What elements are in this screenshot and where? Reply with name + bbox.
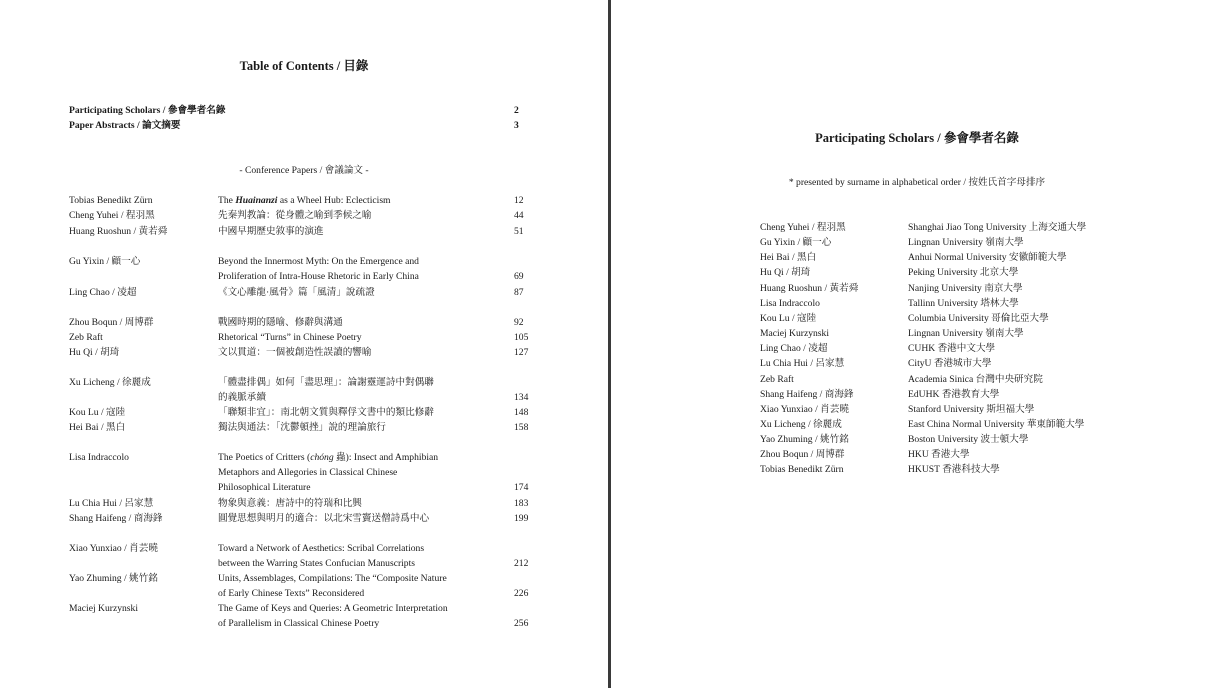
scholars-title: Participating Scholars / 參會學者名錄: [815, 131, 1019, 145]
toc-author: Lu Chia Hui / 呂家慧: [69, 498, 154, 509]
toc-title-part: The: [218, 195, 236, 206]
toc-paper-title-line: of Early Chinese Texts” Reconsidered: [218, 588, 365, 600]
alphabetical-note: * presented by surname in alphabetical order / 按姓氏首字母排序: [788, 177, 1046, 188]
toc-paper-title: 「聯類非宜」：南北朝文質與釋俘文書中的類比修辭: [218, 407, 434, 418]
toc-page-number: 134: [514, 392, 529, 404]
scholar-affiliation: CityU 香港城市大學: [908, 358, 992, 370]
toc-paper-title: 《文心雕龍·風骨》篇「風清」說疏證: [218, 287, 375, 298]
front-item-label: Paper Abstracts / 論文摘要: [69, 120, 181, 131]
toc-paper-title: 中國早期歷史敘事的演進: [218, 226, 324, 237]
toc-paper-title: [218, 193, 391, 208]
toc-page-number: 158: [514, 422, 529, 433]
scholar-name: Maciej Kurzynski: [760, 328, 830, 340]
scholar-affiliation: Academia Sinica 台灣中央研究院: [908, 373, 1043, 385]
toc-author: Tobias Benedikt Zürn: [69, 195, 153, 206]
toc-author: Lisa Indraccolo: [69, 452, 129, 463]
toc-paper-title-line: Philosophical Literature: [218, 482, 311, 494]
scholar-affiliation: Anhui Normal University 安徽師範大學: [908, 252, 1067, 264]
scholar-name: Ling Chao / 凌超: [760, 343, 828, 355]
left-page: [0, 0, 608, 688]
section-heading: - Conference Papers / 會議論文 -: [239, 165, 369, 176]
toc-paper-title-line: of Parallelism in Classical Chinese Poetry: [218, 618, 380, 630]
toc-page-number: 226: [514, 588, 529, 600]
scholar-affiliation: Columbia University 哥倫比亞大學: [908, 312, 1049, 324]
toc-paper-title: Rhetorical “Turns” in Chinese Poetry: [218, 332, 362, 343]
toc-paper-title: 先秦判教論：從身體之喻到季候之喻: [218, 210, 372, 221]
toc-paper-title-line: Proliferation of Intra-House Rhetoric in Early China: [218, 271, 419, 283]
toc-author: Hu Qi / 胡琦: [69, 347, 120, 358]
toc-paper-title: 戰國時期的隱喻、修辭與溝通: [218, 317, 343, 328]
toc-paper-title: 圓覺思想與明月的適合：以北宋雪竇送僧詩爲中心: [218, 513, 430, 524]
toc-author: Xu Licheng / 徐麗成: [69, 377, 151, 388]
toc-paper-title-line: Metaphors and Allegories in Classical Chinese: [218, 467, 398, 479]
toc-page-number: 183: [514, 498, 529, 509]
toc-paper-title: 獨法與通法：「沈鬱頓挫」說的理論旅行: [218, 422, 386, 433]
toc-author: Zeb Raft: [69, 332, 103, 343]
toc-paper-title-line: 「體盡排偶」如何「盡思理」：論謝靈運詩中對偶聯: [218, 377, 434, 388]
scholar-affiliation: Tallinn University 塔林大學: [908, 297, 1019, 309]
toc-paper-title-line: Units, Assemblages, Compilations: The “Composite Nature: [218, 573, 447, 584]
toc-page-number: 256: [514, 618, 529, 630]
toc-paper-title: 文以貫道：一個被創造性誤讀的響喻: [218, 347, 372, 358]
toc-paper-title-line: 的義脈承續: [218, 392, 266, 404]
scholar-name: Lisa Indraccolo: [760, 297, 820, 309]
scholar-name: Hei Bai / 黑白: [760, 252, 817, 264]
scholar-name: Zeb Raft: [760, 373, 794, 385]
scholar-name: Kou Lu / 寇陸: [760, 312, 817, 324]
toc-page-number: 174: [514, 482, 529, 494]
toc-page-number: 92: [514, 317, 524, 328]
toc-author: Yao Zhuming / 姚竹銘: [69, 573, 158, 584]
front-item-label: Participating Scholars / 參會學者名錄: [69, 105, 226, 116]
toc-page-number: 212: [514, 558, 529, 570]
toc-page-number: 105: [514, 332, 529, 343]
scholar-name: Hu Qi / 胡琦: [760, 267, 811, 279]
scholar-name: Huang Ruoshun / 黃若舜: [760, 282, 859, 294]
toc-author: Maciej Kurzynski: [69, 603, 139, 614]
scholar-name: Zhou Boqun / 周博群: [760, 449, 845, 461]
toc-author: Cheng Yuhei / 程羽黑: [69, 210, 155, 221]
toc-page-number: 87: [514, 287, 524, 298]
toc-author: Shang Haifeng / 商海鋒: [69, 513, 163, 524]
scholar-name: Shang Haifeng / 商海鋒: [760, 388, 854, 400]
scholar-affiliation: Shanghai Jiao Tong University 上海交通大學: [908, 222, 1087, 233]
scholar-name: Yao Zhuming / 姚竹銘: [760, 434, 849, 446]
scholar-affiliation: Stanford University 斯坦福大學: [908, 403, 1035, 415]
toc-author: Hei Bai / 黑白: [69, 422, 126, 433]
scholar-name: Cheng Yuhei / 程羽黑: [760, 222, 846, 233]
toc-paper-title-line: between the Warring States Confucian Manuscripts: [218, 558, 416, 570]
toc-title-part: Huainanzi: [235, 195, 278, 206]
scholar-affiliation: CUHK 香港中文大學: [908, 343, 996, 355]
toc-title: Table of Contents / 目錄: [239, 59, 369, 73]
scholar-affiliation: EdUHK 香港教育大學: [908, 388, 1000, 400]
toc-paper-title: 物象與意義：唐詩中的符瑞和比興: [218, 498, 362, 509]
toc-paper-title-line: The Poetics of Critters (chóng 蟲): Insect and Amphibian: [218, 452, 439, 463]
scholar-affiliation: HKUST 香港科技大學: [908, 464, 1000, 476]
toc-author: Kou Lu / 寇陸: [69, 407, 126, 418]
front-item-page: 2: [514, 105, 519, 116]
scholar-name: Lu Chia Hui / 呂家慧: [760, 358, 845, 370]
scholar-affiliation: Nanjing University 南京大學: [908, 282, 1023, 294]
scholar-affiliation: Lingnan University 嶺南大學: [908, 237, 1024, 249]
toc-page-number: 51: [514, 226, 524, 237]
scholar-affiliation: Peking University 北京大學: [908, 267, 1019, 279]
toc-title-part: as a Wheel Hub: Eclecticism: [277, 195, 391, 206]
toc-author: Gu Yixin / 顧一心: [69, 256, 141, 267]
toc-author: Huang Ruoshun / 黄若舜: [69, 226, 168, 237]
toc-page-number: 44: [514, 210, 524, 221]
toc-author: Xiao Yunxiao / 肖芸曉: [69, 543, 158, 554]
scholar-name: Xiao Yunxiao / 肖芸曉: [760, 403, 849, 415]
toc-page-number: 12: [514, 195, 524, 206]
scholar-name: Xu Licheng / 徐麗成: [760, 418, 842, 430]
toc-page-number: 69: [514, 271, 524, 283]
front-item-page: 3: [514, 120, 519, 131]
scholar-affiliation: East China Normal University 華東師範大學: [908, 418, 1085, 430]
toc-page-number: 199: [514, 513, 529, 524]
toc-paper-title-line: Toward a Network of Aesthetics: Scribal Correlations: [218, 543, 425, 554]
toc-page-number: 127: [514, 347, 529, 358]
scholar-name: Gu Yixin / 顧一心: [760, 237, 832, 249]
scholar-affiliation: Boston University 波士頓大學: [908, 434, 1029, 446]
scholar-affiliation: Lingnan University 嶺南大學: [908, 328, 1024, 340]
toc-paper-title-line: Beyond the Innermost Myth: On the Emergence and: [218, 256, 419, 267]
toc-author: Zhou Boqun / 周博群: [69, 317, 154, 328]
scholar-affiliation: HKU 香港大學: [908, 449, 970, 461]
toc-page-number: 148: [514, 407, 529, 418]
right-page: [611, 0, 1223, 688]
toc-paper-title-line: The Game of Keys and Queries: A Geometric Interpretation: [218, 603, 448, 614]
toc-author: Ling Chao / 凌超: [69, 287, 137, 298]
scholar-name: Tobias Benedikt Zürn: [760, 464, 844, 476]
